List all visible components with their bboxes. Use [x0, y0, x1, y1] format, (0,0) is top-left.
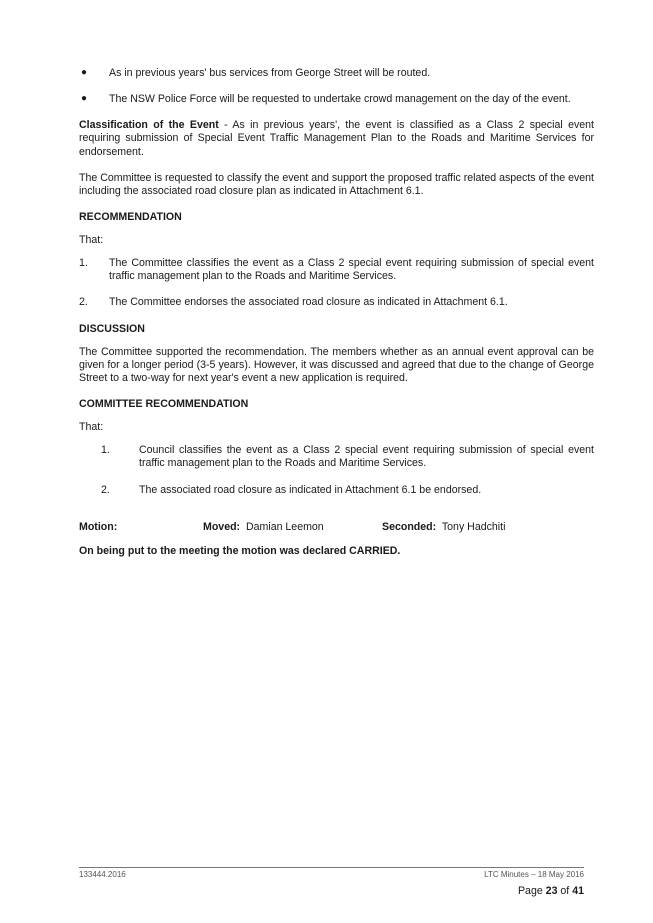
classification-label: Classification of the Event: [79, 119, 219, 132]
recommendation-item: [79, 257, 594, 283]
bullet-text: The NSW Police Force will be requested to undertake crowd management on the day of the event.: [109, 93, 571, 106]
item-text: The associated road closure as indicated in Attachment 6.1 be endorsed.: [139, 483, 482, 496]
committee-recommendation-heading: COMMITTEE RECOMMENDATION: [79, 398, 249, 410]
recommendation-intro: That:: [79, 234, 104, 246]
seconded-label: Seconded:: [382, 520, 437, 533]
recommendation-heading: RECOMMENDATION: [79, 210, 182, 223]
item-number: 1.: [101, 444, 110, 457]
recommendation-item: [79, 296, 594, 309]
moved-label: Moved:: [203, 520, 241, 533]
motion-line: [79, 521, 594, 535]
seconded-by-name: Tony Hadchiti: [441, 520, 506, 533]
footer-doc-title: LTC Minutes – 18 May 2016: [484, 870, 584, 879]
committee-recommendation-item: [99, 484, 594, 497]
moved-by-name: Damian Leemon: [245, 520, 324, 533]
classification-text: - As in previous years', the event is classified as a Class 2 special event requiring submission of Special Event Traffic Management Plan to the Roads and Maritime Services for endorsement.: [79, 119, 594, 158]
bullet-text: As in previous years' bus services from George Street will be routed.: [109, 67, 431, 79]
committee-recommendation-item: [99, 444, 594, 470]
item-text: The Committee endorses the associated road closure as indicated in Attachment 6.1.: [109, 296, 508, 309]
page-prefix: Page: [517, 885, 546, 897]
footer-divider: [79, 867, 584, 868]
item-number: 1.: [79, 257, 88, 270]
motion-label: Motion:: [79, 520, 118, 533]
discussion-paragraph: The Committee supported the recommendation. The members whether as an annual event approval can be given for a longer period (3-5 years). However, it was discussed and agreed that due to the change of George Street to a two-way for next year's event a new application is required.: [79, 345, 594, 384]
footer-doc-ref: 133444.2016: [79, 870, 126, 879]
seconded-by: [382, 521, 505, 534]
committee-request-paragraph: The Committee is requested to classify the event and support the proposed traffic related aspects of the event including the associated road closure plan as indicated in Attachment 6.1.: [79, 171, 594, 197]
discussion-heading: DISCUSSION: [79, 322, 145, 335]
bullet-item: [79, 93, 594, 106]
page-current: 23: [545, 885, 558, 897]
item-number: 2.: [79, 296, 88, 309]
item-number: 2.: [101, 483, 110, 496]
committee-recommendation-intro: That:: [79, 421, 104, 434]
page-content: [79, 67, 594, 558]
classification-paragraph: [79, 119, 594, 158]
page-mid: of: [557, 885, 573, 897]
item-text: Council classifies the event as a Class 2 special event requiring submission of special event traffic management plan to the Roads and Maritime Services.: [139, 444, 594, 470]
page-total: 41: [572, 885, 584, 897]
motion-outcome: On being put to the meeting the motion was declared CARRIED.: [79, 544, 401, 557]
page-number: [518, 885, 584, 898]
bullet-icon: ●: [81, 93, 88, 105]
item-text: The Committee classifies the event as a Class 2 special event requiring submission of special event traffic management plan to the Roads and Maritime Services.: [109, 257, 594, 283]
moved-by: [203, 521, 324, 534]
bullet-icon: ●: [81, 67, 88, 78]
bullet-item: [79, 67, 594, 80]
